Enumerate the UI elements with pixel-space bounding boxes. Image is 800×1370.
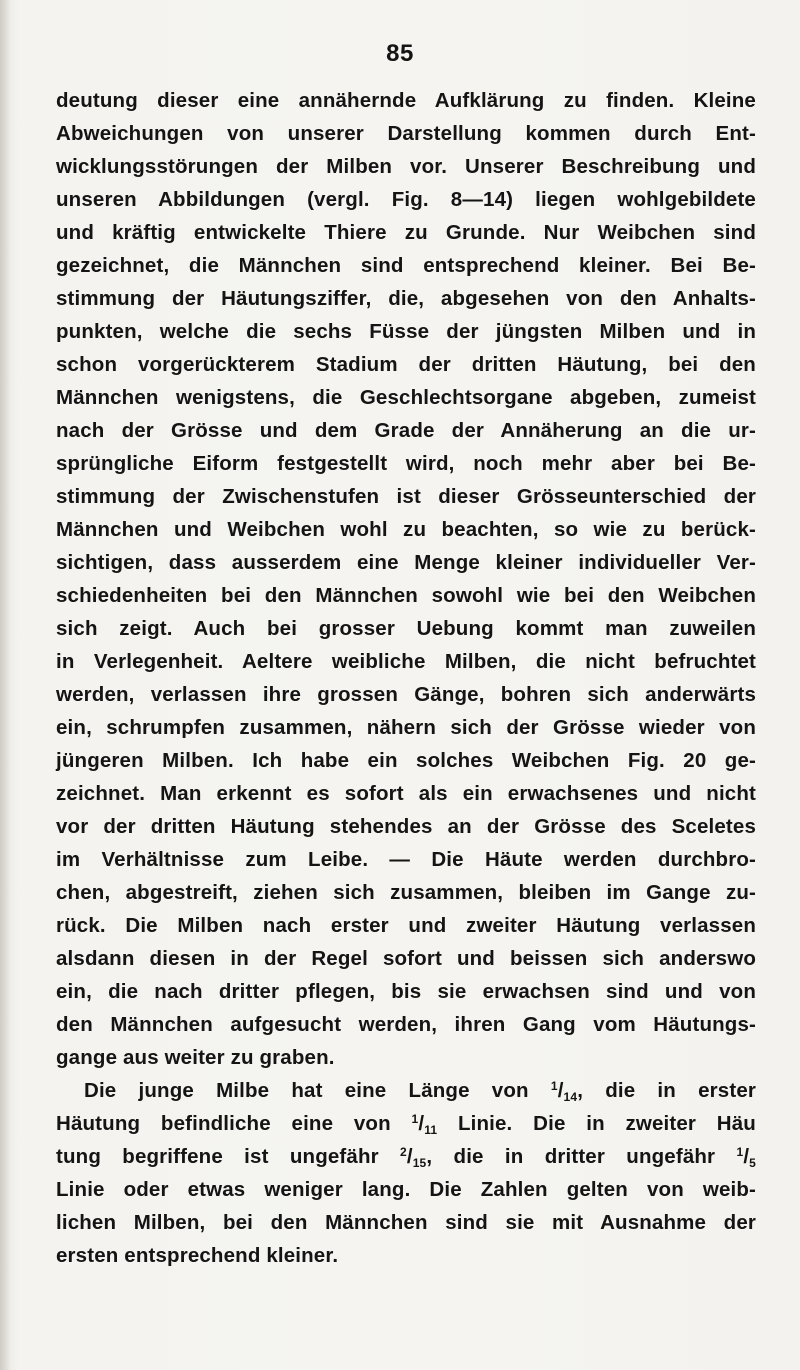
text-line: gange aus weiter zu graben. (56, 1046, 335, 1069)
text-line: im Verhältnisse zum Leibe. — Die Häute werden durchbro- (56, 848, 756, 871)
text-line: schon vorgerückterem Stadium der dritten Häutung, bei den (56, 353, 756, 376)
text-line: lichen Milben, bei den Männchen sind sie mit Ausnahme der (56, 1211, 756, 1234)
fraction: $^1/_{11}$ (411, 1112, 438, 1137)
text-line: stimmung der Zwischenstufen ist dieser Grösseunterschied der (56, 485, 756, 508)
fraction-denominator: 14 (563, 1090, 578, 1104)
text-segment: , die in dritter ungefähr (426, 1145, 737, 1168)
text-segment: Linie. Die in zweiter Häu (437, 1112, 756, 1135)
body-text (56, 84, 756, 1272)
text-line: zeichnet. Man erkennt es sofort als ein erwachsenes und nicht (56, 782, 756, 805)
text-line: wicklungsstörungen der Milben vor. Unserer Beschreibung und (56, 155, 756, 178)
text-line: Linie oder etwas weniger lang. Die Zahlen gelten von weib- (56, 1178, 756, 1201)
text-line: ein, schrumpfen zusammen, nähern sich der Grösse wieder von (56, 716, 756, 739)
text-line: nach der Grösse und dem Grade der Annäherung an die ur- (56, 419, 756, 442)
fraction-numerator: 1 (411, 1112, 419, 1126)
text-segment: Die junge Milbe hat eine Länge von (84, 1079, 551, 1102)
text-line: ein, die nach dritter pflegen, bis sie erwachsen sind und von (56, 980, 756, 1003)
text-segment: tung begriffene ist ungefähr (56, 1145, 401, 1168)
text-line: ersten entsprechend kleiner. (56, 1244, 339, 1267)
fraction-denominator: 11 (424, 1123, 438, 1137)
paragraph-line-fraction (56, 1107, 756, 1140)
text-line: Männchen wenigstens, die Geschlechtsorgane abgeben, zumeist (56, 386, 756, 409)
fraction: $^2/_{15}$ (400, 1145, 427, 1170)
paragraph-line-fraction (56, 1140, 756, 1173)
fraction: $^1/_{14}$ (550, 1079, 578, 1104)
text-line: werden, verlassen ihre grossen Gänge, bohren sich anderwärts (56, 683, 756, 706)
fraction-denominator: 5 (749, 1156, 756, 1170)
text-line: in Verlegenheit. Aeltere weibliche Milben, die nicht befruchtet (56, 650, 756, 673)
text-line: alsdann diesen in der Regel sofort und beissen sich anderswo (56, 947, 756, 970)
text-line: punkten, welche die sechs Füsse der jüngsten Milben und in (56, 320, 756, 343)
text-segment: Häutung befindliche eine von (56, 1112, 412, 1135)
text-line: jüngeren Milben. Ich habe ein solches Weibchen Fig. 20 ge- (56, 749, 756, 772)
fraction-numerator: 1 (736, 1145, 744, 1159)
fraction-numerator: 1 (550, 1079, 558, 1093)
text-segment: , die in erster (577, 1079, 756, 1102)
text-line: unseren Abbildungen (vergl. Fig. 8—14) liegen wohlgebildete (56, 188, 756, 211)
text-line: vor der dritten Häutung stehendes an der Grösse des Sceletes (56, 815, 756, 838)
paragraph-line-fraction (56, 1074, 756, 1107)
text-line: und kräftig entwickelte Thiere zu Grunde. Nur Weibchen sind (56, 221, 756, 244)
fraction-numerator: 2 (400, 1145, 407, 1159)
text-line: Abweichungen von unserer Darstellung kommen durch Ent- (56, 122, 756, 145)
text-line: gezeichnet, die Männchen sind entsprechend kleiner. Bei Be- (56, 254, 756, 277)
text-line: sich zeigt. Auch bei grosser Uebung kommt man zuweilen (56, 617, 756, 640)
fraction: $^1/_5$ (736, 1145, 756, 1170)
text-line: den Männchen aufgesucht werden, ihren Gang vom Häutungs- (56, 1013, 756, 1036)
text-line: rück. Die Milben nach erster und zweiter Häutung verlassen (56, 914, 756, 937)
text-line: sprüngliche Eiform festgestellt wird, noch mehr aber bei Be- (56, 452, 756, 475)
text-line: Männchen und Weibchen wohl zu beachten, so wie zu berück- (56, 518, 756, 541)
text-line: sichtigen, dass ausserdem eine Menge kleiner individueller Ver- (56, 551, 756, 574)
fraction-denominator: 15 (412, 1156, 427, 1170)
binding-edge (0, 0, 10, 1370)
text-line: deutung dieser eine annähernde Aufklärung zu finden. Kleine (56, 89, 756, 112)
text-line: chen, abgestreift, ziehen sich zusammen, bleiben im Gange zu- (56, 881, 756, 904)
page-number: 85 (386, 40, 414, 67)
text-line: stimmung der Häutungsziffer, die, abgesehen von den Anhalts- (56, 287, 756, 310)
text-line: schiedenheiten bei den Männchen sowohl wie bei den Weibchen (56, 584, 756, 607)
